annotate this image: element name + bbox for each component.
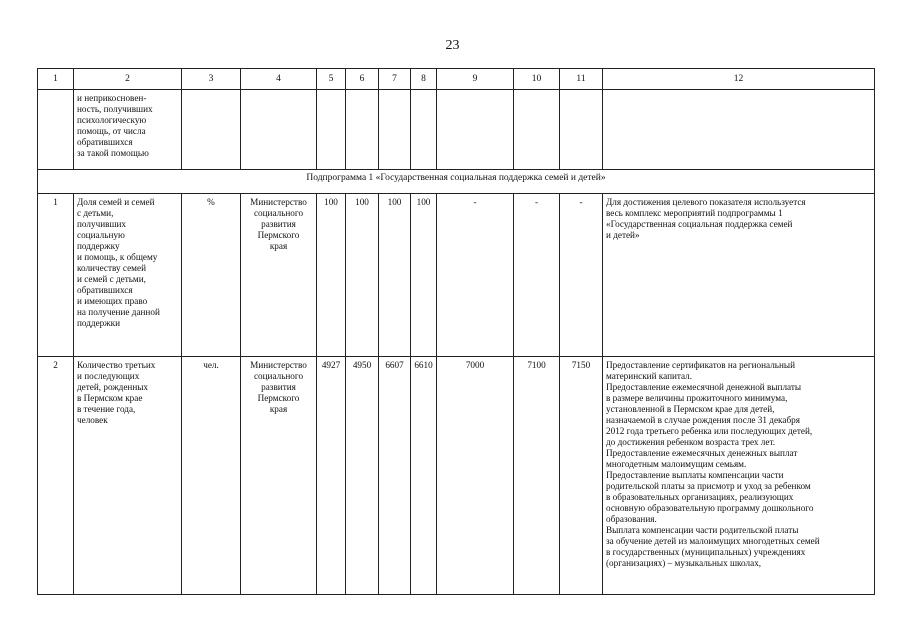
measures-cell <box>603 90 875 170</box>
value-cell <box>411 90 437 170</box>
value-cell: 4927 <box>317 357 346 595</box>
header-cell: 4 <box>241 69 317 90</box>
table-row <box>38 194 875 357</box>
header-cell: 12 <box>603 69 875 90</box>
measures-cell: Предоставление сертификатов на региональный материнский капитал. Предоставление ежемесячной денежной выплаты в размере величины прожиточного минимума, установленной в Пермском крае для детей, назначаемой в случае рождения после 31 декабря 2012 года третьего ребенка или последующих детей, до достижения ребенком возраста трех лет. Предоставление ежемесячных денежных выплат многодетным малоимущим семьям. Предоставление выплаты компенсации части родительской платы за присмотр и уход за ребенком в образовательных организациях, реализующих основную образовательную программу дошкольного образования. Выплата компенсации части родительской платы за обучение детей из малоимущих многодетных семей в государственных (муниципальных) учреждениях (организациях) – музыкальных школах, <box>603 357 875 595</box>
value-cell: 100 <box>346 194 379 357</box>
value-cell <box>379 90 411 170</box>
header-cell: 5 <box>317 69 346 90</box>
unit-cell: % <box>182 194 241 357</box>
executor-cell: Министерство социального развития Пермского края <box>241 194 317 357</box>
page-number: 23 <box>445 38 460 53</box>
header-cell: 2 <box>74 69 182 90</box>
indicators-table <box>37 68 875 595</box>
row-number-cell: 2 <box>38 357 74 595</box>
value-cell: 100 <box>317 194 346 357</box>
row-number-cell <box>38 90 74 170</box>
value-cell: 100 <box>411 194 437 357</box>
indicator-name-cell: Доля семей и семей с детьми, получивших социальную поддержку и помощь, к общему количеству семей и семей с детьми, обратившихся и имеющих право на получение данной поддержки <box>74 194 182 357</box>
value-cell: - <box>437 194 514 357</box>
subprogram-title: Подпрограмма 1 «Государственная социальная поддержка семей и детей» <box>38 170 875 194</box>
value-cell <box>317 90 346 170</box>
header-cell: 11 <box>560 69 603 90</box>
indicator-name-cell: и неприкосновен- ность, получивших психологическую помощь, от числа обратившихся за такой помощью <box>74 90 182 170</box>
subprogram-row <box>38 170 875 194</box>
value-cell: 4950 <box>346 357 379 595</box>
value-cell: 6610 <box>411 357 437 595</box>
executor-cell <box>241 90 317 170</box>
unit-cell: чел. <box>182 357 241 595</box>
value-cell: - <box>514 194 560 357</box>
measures-cell: Для достижения целевого показателя используется весь комплекс мероприятий подпрограммы 1 «Государственная социальная поддержка семей и детей» <box>603 194 875 357</box>
value-cell: - <box>560 194 603 357</box>
value-cell <box>346 90 379 170</box>
header-cell: 7 <box>379 69 411 90</box>
value-cell <box>437 90 514 170</box>
value-cell: 7150 <box>560 357 603 595</box>
table-row <box>38 90 875 170</box>
value-cell <box>514 90 560 170</box>
value-cell <box>560 90 603 170</box>
header-cell: 3 <box>182 69 241 90</box>
value-cell: 7100 <box>514 357 560 595</box>
indicator-name-cell: Количество третьих и последующих детей, рожденных в Пермском крае в течение года, человек <box>74 357 182 595</box>
executor-cell: Министерство социального развития Пермского края <box>241 357 317 595</box>
value-cell: 6607 <box>379 357 411 595</box>
value-cell: 100 <box>379 194 411 357</box>
table-row <box>38 357 875 595</box>
header-cell: 10 <box>514 69 560 90</box>
header-cell: 1 <box>38 69 74 90</box>
header-cell: 8 <box>411 69 437 90</box>
unit-cell <box>182 90 241 170</box>
header-cell: 9 <box>437 69 514 90</box>
header-cell: 6 <box>346 69 379 90</box>
row-number-cell: 1 <box>38 194 74 357</box>
value-cell: 7000 <box>437 357 514 595</box>
column-number-header-row <box>38 69 875 90</box>
